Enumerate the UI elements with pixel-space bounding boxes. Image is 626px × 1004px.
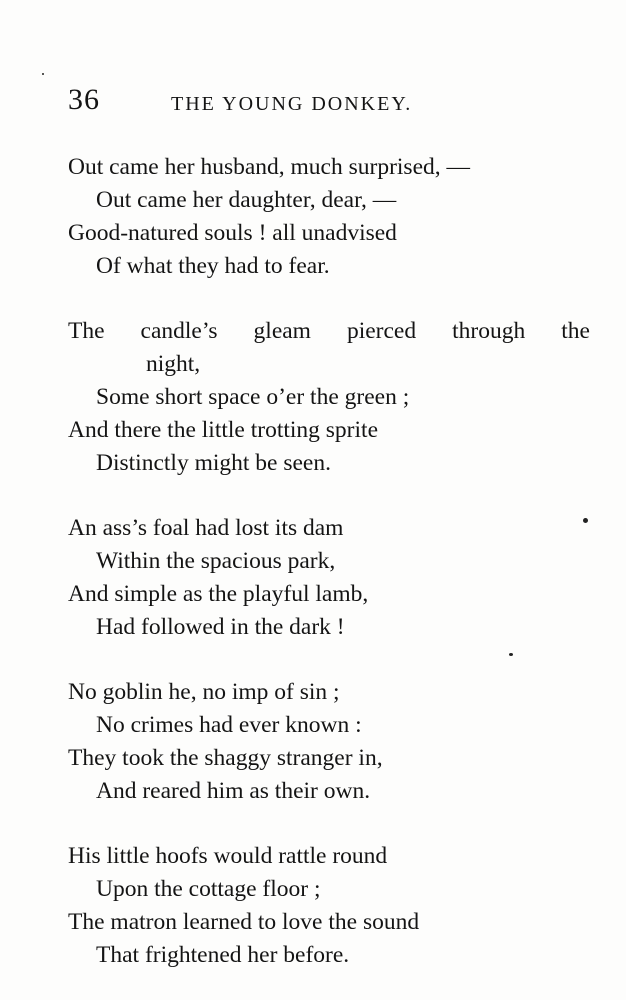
poem-line: That frightened her before. (96, 942, 350, 968)
poem-line: No goblin he, no imp of sin ; (68, 679, 340, 705)
stanza-4 (68, 676, 608, 808)
poem-line-justified (68, 315, 590, 348)
poem-line-runover: night, (146, 351, 201, 377)
poem-word: the (561, 318, 590, 344)
stanza-2 (68, 315, 608, 480)
poem-line: Upon the cottage floor ; (96, 876, 321, 902)
poem-line: And there the little trotting sprite (68, 417, 378, 443)
stanza-1 (68, 151, 608, 283)
poem-line: And reared him as their own. (96, 778, 371, 804)
poem-line: Good-natured souls ! all unadvised (68, 220, 397, 246)
poem-line: The matron learned to love the sound (68, 909, 420, 935)
poem-word: pierced (346, 318, 417, 344)
poem-line: Out came her daughter, dear, — (96, 187, 397, 213)
ink-speck (509, 653, 513, 656)
poem-line: Had followed in the dark ! (96, 614, 345, 640)
page-number: 36 (68, 83, 100, 116)
poem-word: The (68, 318, 105, 344)
poem-line: His little hoofs would rattle round (68, 843, 388, 869)
poem-line: Out came her husband, much surprised, — (68, 154, 471, 180)
poem-word: gleam (253, 318, 311, 344)
poem-line: They took the shaggy stranger in, (68, 745, 383, 771)
poem-line: And simple as the playful lamb, (68, 581, 369, 607)
poem-line: Of what they had to fear. (96, 253, 330, 279)
poem-word: candle’s (140, 318, 218, 344)
poem-line: Distinctly might be seen. (96, 450, 331, 476)
poem-word: through (452, 318, 526, 344)
poem (68, 151, 608, 1004)
ink-speck (42, 73, 44, 75)
ink-speck (583, 518, 588, 523)
poem-line: An ass’s foal had lost its dam (68, 515, 344, 541)
running-title: THE YOUNG DONKEY. (171, 93, 413, 115)
page-header (68, 80, 608, 120)
poem-line: No crimes had ever known : (96, 712, 362, 738)
stanza-5 (68, 840, 608, 972)
stanza-3 (68, 512, 608, 644)
poem-line: Within the spacious park, (96, 548, 336, 574)
poem-line: Some short space o’er the green ; (96, 384, 410, 410)
